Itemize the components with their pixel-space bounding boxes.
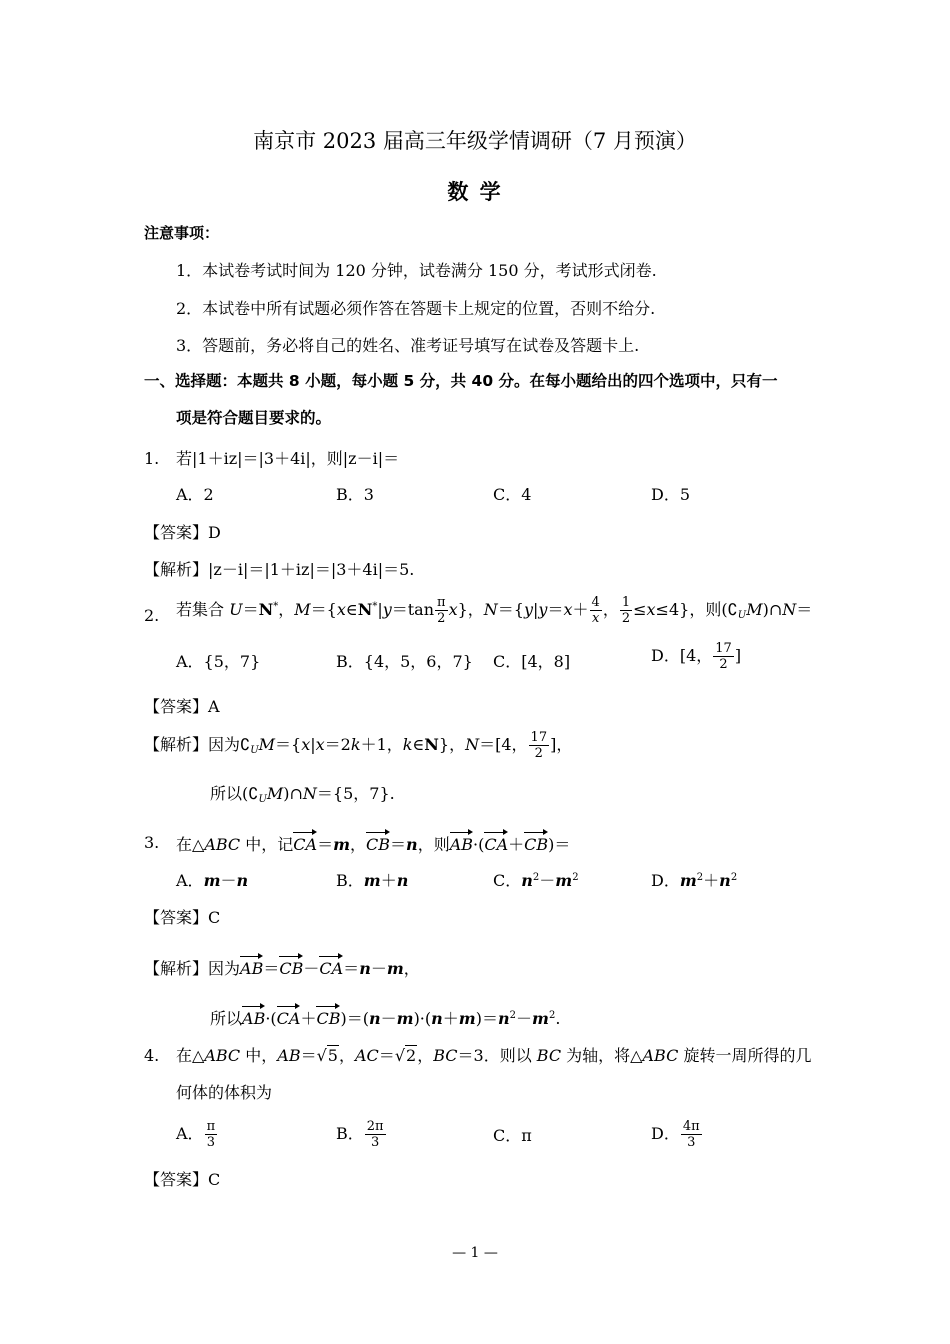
q2-option-b: B．{4，5，6，7} [336, 652, 473, 671]
subject-title: 数 学 [447, 179, 503, 204]
q2-analysis-line2: 所以$(∁_UM)\cap N=\{5$，7}. [210, 784, 395, 805]
q4-number: 4. [144, 1046, 160, 1065]
q4-stem-line2: 何体的体积为 [176, 1083, 273, 1102]
q3-analysis-line2: 所以$AB\cdot(CA+CB)=(n-m)\cdot(n+m)=n^2-m^2$. [210, 1009, 561, 1028]
q3-number: 3. [144, 833, 160, 852]
q1-option-a: A．2 [176, 485, 214, 504]
q3-option-a: A．m－n [176, 871, 249, 890]
q3-answer: C [208, 908, 221, 927]
q3-answer-line [144, 910, 220, 926]
analysis-label: 【解析】 [144, 735, 209, 754]
q1-analysis-line [144, 562, 414, 578]
q1-option-b: B．3 [336, 485, 374, 504]
q3-stem: 在△ABC 中，记CA＝m，CB＝n，则AB·(CA＋CB)＝ [176, 835, 571, 854]
section-heading-line2: 项是符合题目要求的。 [176, 409, 332, 427]
q4-stem: 在△ABC 中，AB＝√5，AC＝√2，BC＝3．则以 BC 为轴，将△ABC 旋转一周所得的几 [176, 1046, 812, 1065]
q3-option-b: B．m＋n [336, 871, 409, 890]
q2-analysis-line: 【解析】因为$∁_UM=\{x|x=2k+1$，k∈N}，N＝[4， $\frac{17}{2}$ ]， [144, 730, 573, 761]
q3-analysis-line: 【解析】因为AB＝CB－CA＝n－m， [144, 959, 420, 978]
answer-label: 【答案】 [144, 1170, 209, 1189]
q4-option-c: C．π [493, 1126, 532, 1145]
q1-answer: D [208, 523, 221, 542]
q1-analysis: |z－i|＝|1＋iz|＝|3＋4i|＝5. [208, 560, 415, 579]
q4-option-d: D． $\frac{4\pi}{3}$ [651, 1119, 700, 1150]
analysis-label: 【解析】 [144, 560, 209, 579]
q2-option-a: A．{5，7} [176, 652, 261, 671]
analysis-label: 【解析】 [144, 959, 209, 978]
answer-label: 【答案】 [144, 697, 209, 716]
q1-option-c: C．4 [493, 485, 532, 504]
q2-answer: A [208, 697, 220, 716]
q3-option-c: C．$n^2-m^2$ [493, 871, 579, 890]
q4-option-a: A． $\frac{\pi}{3}$ [176, 1119, 216, 1150]
notice-item-3: 3．答题前，务必将自己的姓名、准考证号填写在试卷及答题卡上. [176, 336, 640, 355]
section-heading-line1: 一、选择题：本题共 8 小题，每小题 5 分，共 40 分。在每小题给出的四个选项中，只有一 [144, 372, 778, 390]
q2-answer-line [144, 699, 220, 715]
exam-title: 南京市 2023 届高三年级学情调研（7 月预演） [253, 129, 697, 153]
q1-option-d: D．5 [651, 485, 691, 504]
q2-option-c: C．[4，8] [493, 652, 571, 671]
answer-label: 【答案】 [144, 908, 209, 927]
answer-label: 【答案】 [144, 523, 209, 542]
page-number: — 1 — [452, 1245, 498, 1261]
q2-option-d: D．[4， $\frac{17}{2}$ ] [651, 641, 742, 672]
q1-answer-line [144, 525, 221, 541]
notice-heading: 注意事项： [144, 224, 220, 242]
q2-stem: 若集合 U＝N*，M＝{x∈N*|y＝tan $\frac{\pi}{2}$ x}，N＝{y|y＝x＋ $\frac{4}{x}$ ， $\frac{1}{2}$ ≤x≤4}，则$(∁_UM)\cap N=$ [176, 595, 813, 626]
q2-number: 2. [144, 606, 160, 625]
q1-number: 1. [144, 449, 160, 468]
notice-item-2: 2．本试卷中所有试题必须作答在答题卡上规定的位置，否则不给分. [176, 299, 656, 318]
q1-stem: 若|1＋iz|＝|3＋4i|，则|z－i|＝ [176, 449, 400, 468]
notice-item-1: 1．本试卷考试时间为 120 分钟，试卷满分 150 分，考试形式闭卷. [176, 261, 657, 280]
q4-answer: C [208, 1170, 221, 1189]
q3-option-d: D．$m^2+n^2$ [651, 871, 738, 890]
q4-answer-line [144, 1172, 220, 1188]
q4-option-b: B． $\frac{2\pi}{3}$ [336, 1119, 384, 1150]
